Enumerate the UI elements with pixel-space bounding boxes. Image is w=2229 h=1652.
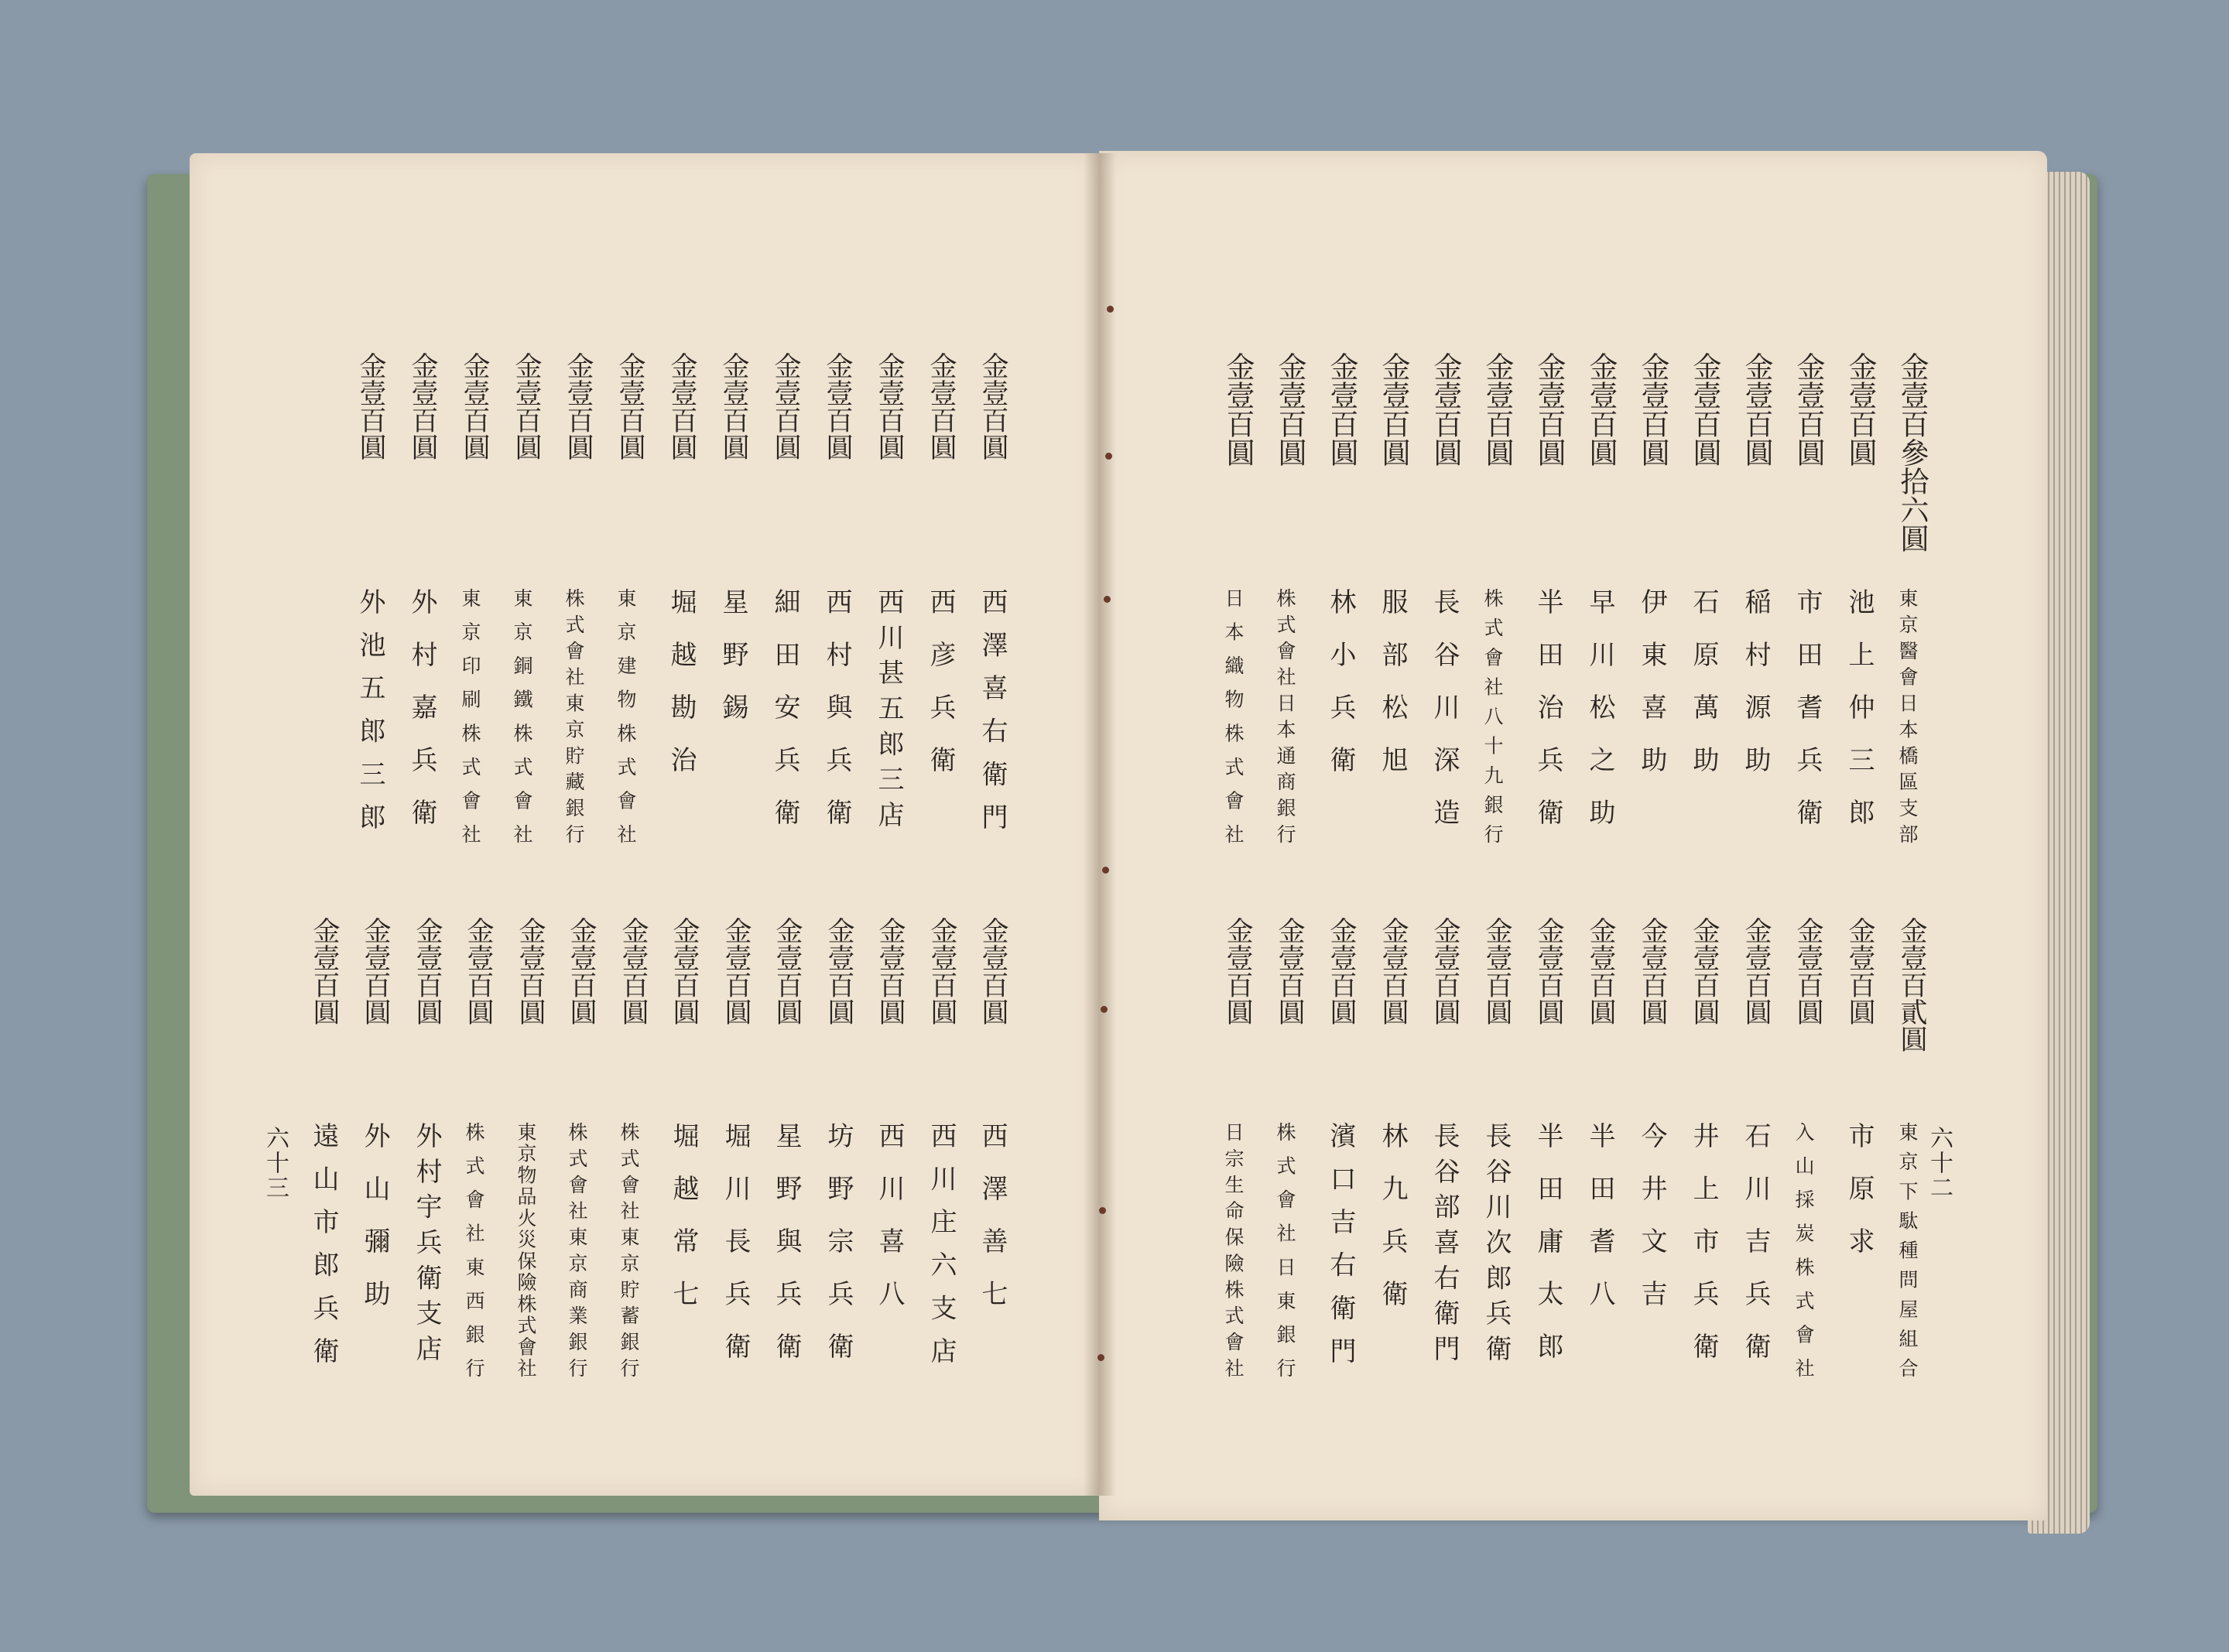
donation-amount: 金壹百圓 xyxy=(615,352,645,460)
donation-amount: 金壹百參拾六圓 xyxy=(1895,352,1929,552)
donation-amount: 金壹百圓 xyxy=(1326,917,1357,1025)
donor-name: 日宗生命保險株式會社 xyxy=(1222,1122,1245,1384)
donation-amount: 金壹百圓 xyxy=(874,352,905,460)
donation-amount: 金壹百圓 xyxy=(355,352,386,460)
donor-name: 外村嘉兵衛 xyxy=(406,588,437,851)
donor-name: 早川松之助 xyxy=(1584,588,1615,851)
donation-amount: 金壹百圓 xyxy=(1429,352,1462,467)
donor-name: 細田安兵衛 xyxy=(769,588,800,851)
donation-amount: 金壹百圓 xyxy=(721,917,752,1025)
binding-stitch xyxy=(1097,1354,1104,1361)
binding-stitch xyxy=(1102,867,1109,874)
donation-amount: 金壹百圓 xyxy=(1688,352,1721,467)
donor-name: 株式會社東京商業銀行 xyxy=(566,1122,588,1384)
donation-amount: 金壹百圓 xyxy=(1689,917,1720,1025)
binding-stitch xyxy=(1099,1207,1106,1214)
donation-amount: 金壹百圓 xyxy=(926,352,957,460)
donor-name: 外池五郎三郎 xyxy=(354,588,385,847)
page-number-left: 六十三 xyxy=(262,1126,289,1200)
donation-amount: 金壹百貳圓 xyxy=(1896,917,1927,1052)
donation-amount: 金壹百圓 xyxy=(978,352,1008,460)
binding-stitch xyxy=(1101,1006,1108,1013)
donation-amount: 金壹百圓 xyxy=(1222,917,1253,1025)
donor-name: 東京物品火災保險株式會社 xyxy=(515,1122,537,1380)
page-number-right: 六十二 xyxy=(1926,1126,1953,1200)
donation-amount: 金壹百圓 xyxy=(822,352,853,460)
donation-amount: 金壹百圓 xyxy=(666,352,697,460)
donor-name: 株式會社東京貯蓄銀行 xyxy=(618,1122,640,1384)
donation-amount: 金壹百圓 xyxy=(1378,917,1409,1025)
donation-amount: 金壹百圓 xyxy=(1741,917,1772,1025)
donation-amount: 金壹百圓 xyxy=(770,352,801,460)
donation-amount: 金壹百圓 xyxy=(1481,352,1514,467)
donation-amount: 金壹百圓 xyxy=(1844,917,1875,1025)
donation-amount: 金壹百圓 xyxy=(1792,917,1823,1025)
donor-name: 今井文吉 xyxy=(1636,1122,1667,1332)
donor-name: 遠山市郎兵衛 xyxy=(308,1122,339,1380)
donor-name: 西川甚五郎三店 xyxy=(873,588,904,836)
donor-name: 東京建物株式會社 xyxy=(615,588,637,858)
donor-name: 西村與兵衛 xyxy=(821,588,852,851)
donor-name: 東京銅鐵株式會社 xyxy=(511,588,533,858)
donor-name: 東京醫會日本橋區支部 xyxy=(1896,588,1919,850)
donor-name: 株式會社日東銀行 xyxy=(1274,1122,1296,1392)
donor-name: 長谷川次郎兵衛 xyxy=(1481,1122,1512,1370)
donation-amount: 金壹百圓 xyxy=(1430,917,1460,1025)
donation-amount: 金壹百圓 xyxy=(515,917,546,1025)
donation-amount: 金壹百圓 xyxy=(407,352,438,460)
donation-amount: 金壹百圓 xyxy=(1274,917,1305,1025)
donation-amount: 金壹百圓 xyxy=(566,917,597,1025)
donor-name: 株式會社東西銀行 xyxy=(463,1122,485,1392)
donation-amount: 金壹百圓 xyxy=(718,352,749,460)
donation-amount: 金壹百圓 xyxy=(309,917,340,1025)
donor-name: 林九兵衛 xyxy=(1377,1122,1408,1332)
donor-name: 株式會社東京貯藏銀行 xyxy=(563,588,585,850)
donation-amount: 金壹百圓 xyxy=(1585,917,1616,1025)
donor-name: 西澤喜右衛門 xyxy=(977,588,1008,847)
donation-amount: 金壹百圓 xyxy=(1325,352,1358,467)
donation-amount: 金壹百圓 xyxy=(1792,352,1825,467)
binding-stitch xyxy=(1105,453,1112,460)
donor-name: 西澤善七 xyxy=(977,1122,1008,1332)
donation-amount: 金壹百圓 xyxy=(978,917,1008,1025)
donation-amount: 金壹百圓 xyxy=(1844,352,1877,467)
donor-name: 服部松旭 xyxy=(1377,588,1408,799)
donor-name: 日本織物株式會社 xyxy=(1222,588,1245,858)
donor-name: 東京印刷株式會社 xyxy=(459,588,481,858)
donation-amount: 金壹百圓 xyxy=(1636,352,1669,467)
donation-amount: 金壹百圓 xyxy=(1481,917,1512,1025)
donor-name: 稲村源助 xyxy=(1740,588,1771,799)
donor-name: 堀越常七 xyxy=(668,1122,699,1332)
donor-name: 坊野宗兵衛 xyxy=(823,1122,854,1385)
donor-name: 石川吉兵衛 xyxy=(1740,1122,1771,1385)
donation-amount: 金壹百圓 xyxy=(412,917,443,1025)
donor-name: 株式會社八十九銀行 xyxy=(1481,588,1504,854)
donor-name: 株式會社日本通商銀行 xyxy=(1274,588,1296,850)
donor-name: 石原萬助 xyxy=(1688,588,1719,799)
donation-amount: 金壹百圓 xyxy=(823,917,854,1025)
donation-amount: 金壹百圓 xyxy=(463,917,494,1025)
donation-amount: 金壹百圓 xyxy=(772,917,803,1025)
donation-amount: 金壹百圓 xyxy=(1221,352,1255,467)
donor-name: 堀川長兵衛 xyxy=(720,1122,751,1385)
binding-stitch xyxy=(1107,306,1114,313)
donor-name: 星野錫 xyxy=(717,588,748,746)
donor-name: 半田治兵衛 xyxy=(1532,588,1563,851)
donor-name: 長谷部喜右衛門 xyxy=(1429,1122,1460,1370)
donation-amount: 金壹百圓 xyxy=(511,352,542,460)
donor-name: 長谷川深造 xyxy=(1429,588,1460,851)
donation-amount: 金壹百圓 xyxy=(1740,352,1773,467)
donor-name: 東京下駄種問屋組合 xyxy=(1896,1122,1919,1388)
donor-name: 西彦兵衛 xyxy=(925,588,956,799)
donation-amount: 金壹百圓 xyxy=(875,917,906,1025)
donor-name: 外村宇兵衛支店 xyxy=(411,1122,442,1370)
donation-amount: 金壹百圓 xyxy=(1273,352,1306,467)
donor-name: 入山採炭株式會社 xyxy=(1792,1122,1815,1392)
donation-amount: 金壹百圓 xyxy=(926,917,957,1025)
donor-name: 林小兵衛 xyxy=(1325,588,1356,799)
book-gutter xyxy=(1084,153,1116,1496)
donation-amount: 金壹百圓 xyxy=(1533,917,1564,1025)
donor-name: 伊東喜助 xyxy=(1636,588,1667,799)
donation-amount: 金壹百圓 xyxy=(618,917,649,1025)
donor-name: 半田耆八 xyxy=(1584,1122,1615,1332)
donation-amount: 金壹百圓 xyxy=(669,917,700,1025)
donation-amount: 金壹百圓 xyxy=(1637,917,1668,1025)
donation-amount: 金壹百圓 xyxy=(1532,352,1566,467)
donor-name: 西川庄六支店 xyxy=(926,1122,957,1380)
donation-amount: 金壹百圓 xyxy=(1377,352,1410,467)
donor-name: 井上市兵衛 xyxy=(1688,1122,1719,1385)
donor-name: 星野與兵衛 xyxy=(771,1122,802,1385)
donor-name: 外山彌助 xyxy=(359,1122,390,1332)
donation-amount: 金壹百圓 xyxy=(1584,352,1618,467)
donor-name: 市田耆兵衛 xyxy=(1792,588,1823,851)
donation-amount: 金壹百圓 xyxy=(459,352,490,460)
binding-stitch xyxy=(1104,596,1111,603)
donation-amount: 金壹百圓 xyxy=(360,917,391,1025)
donation-amount: 金壹百圓 xyxy=(563,352,594,460)
donor-name: 濱口吉右衛門 xyxy=(1325,1122,1356,1380)
donor-name: 池上仲三郎 xyxy=(1844,588,1875,851)
donor-name: 堀越勘治 xyxy=(666,588,697,799)
donor-name: 半田庸太郎 xyxy=(1532,1122,1563,1385)
donor-name: 西川喜八 xyxy=(874,1122,905,1332)
donor-name: 市原求 xyxy=(1844,1122,1875,1280)
